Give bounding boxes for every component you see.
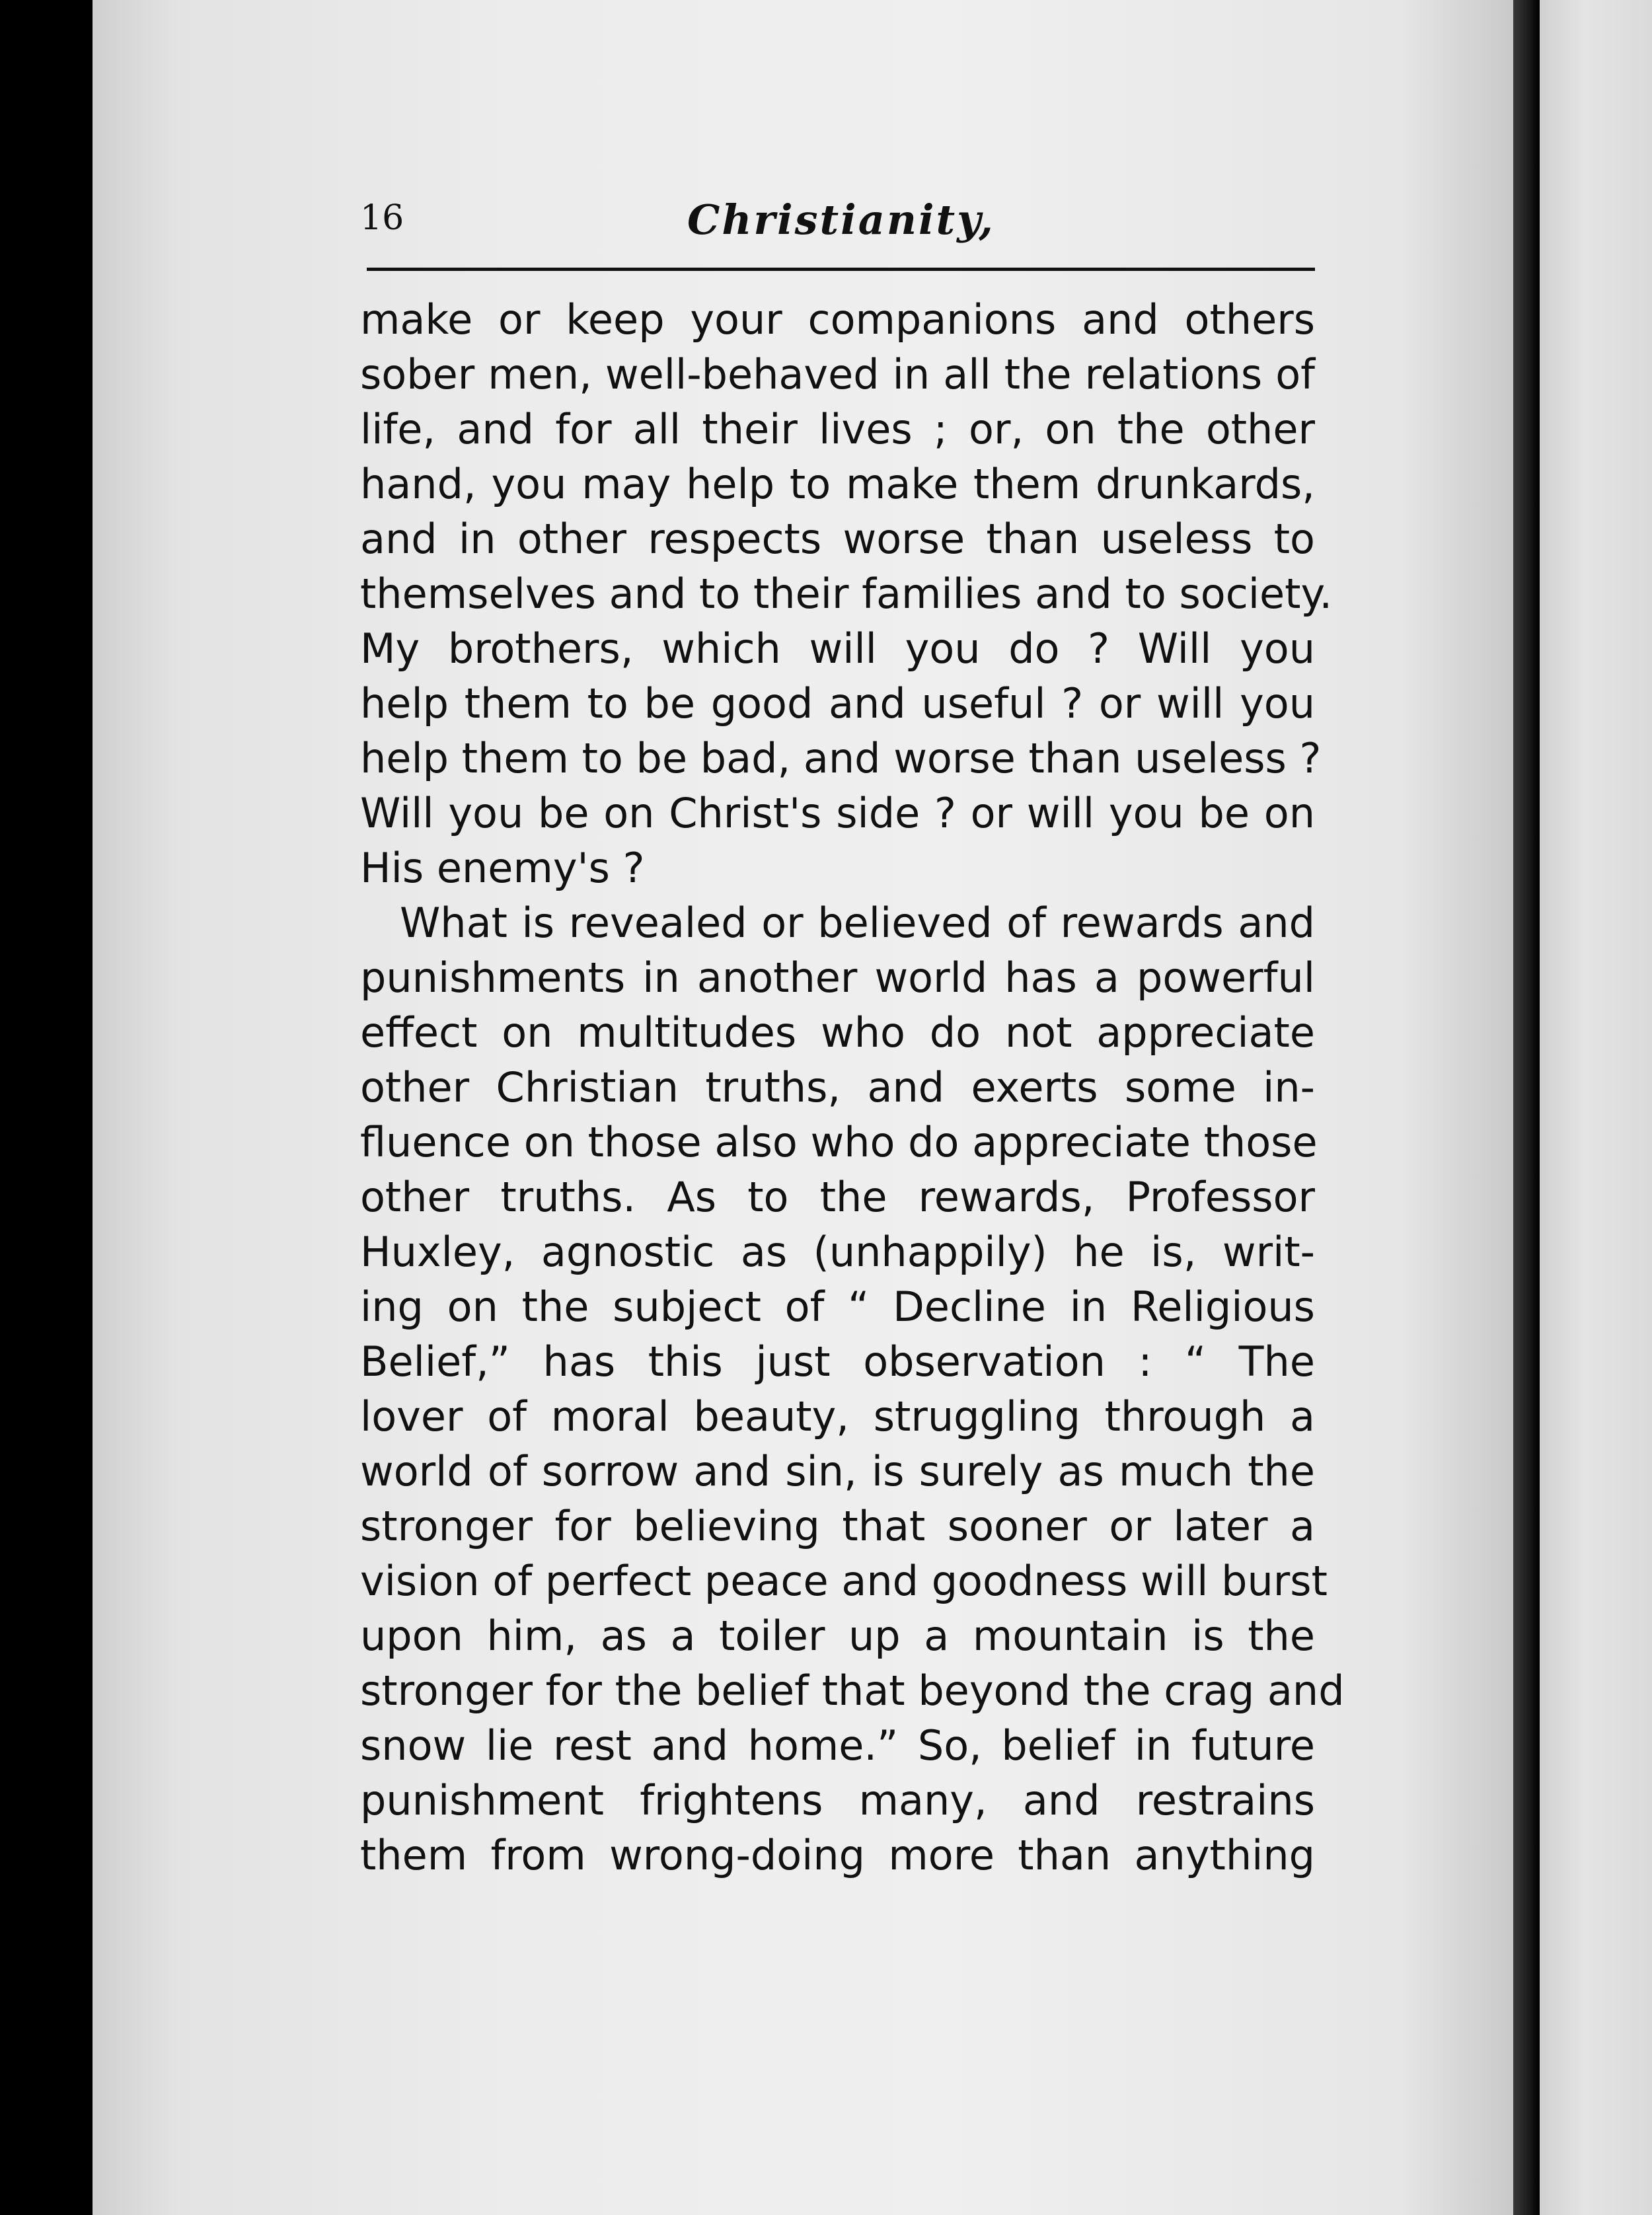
- text-line: ing on the subject of “ Decline in Religious: [360, 1283, 1315, 1331]
- text-line: world of sorrow and sin, is surely as much the: [360, 1447, 1315, 1495]
- text-line: snow lie rest and home.” So, belief in future: [360, 1721, 1315, 1770]
- text-line: make or keep your companions and others: [360, 295, 1315, 344]
- text-line: other truths. As to the rewards, Professor: [360, 1173, 1315, 1221]
- text-line: punishment frightens many, and restrains: [360, 1776, 1315, 1824]
- text-line: stronger for believing that sooner or later a: [360, 1502, 1315, 1550]
- text-line: help them to be bad, and worse than useless ?: [360, 734, 1322, 782]
- body-text: [360, 292, 1345, 1883]
- facing-page-edge: [1540, 0, 1652, 2215]
- text-line: What is revealed or believed of rewards and: [400, 899, 1315, 947]
- text-line: vision of perfect peace and goodness will burst: [360, 1557, 1328, 1605]
- paragraph-2: [360, 895, 1345, 1883]
- text-line: punishments in another world has a powerful: [360, 954, 1315, 1002]
- running-title: Christianity,: [687, 196, 995, 244]
- text-line: and in other respects worse than useless to: [360, 515, 1315, 563]
- text-line: His enemy's ?: [360, 844, 645, 892]
- page-header: [360, 198, 1318, 264]
- text-line: Belief,” has this just observation : “ The: [360, 1337, 1315, 1386]
- text-line: life, and for all their lives ; or, on the other: [360, 405, 1315, 453]
- text-line: Will you be on Christ's side ? or will you be on: [360, 789, 1315, 837]
- text-line: stronger for the belief that beyond the crag and: [360, 1667, 1345, 1715]
- text-line: fluence on those also who do appreciate those: [360, 1118, 1318, 1166]
- text-line: upon him, as a toiler up a mountain is the: [360, 1612, 1315, 1660]
- text-line: lover of moral beauty, struggling through a: [360, 1392, 1315, 1441]
- text-line: hand, you may help to make them drunkards,: [360, 460, 1315, 508]
- text-line: sober men, well-behaved in all the relations of: [360, 350, 1315, 398]
- page-gutter: [1513, 0, 1540, 2215]
- paragraph-1: [360, 292, 1333, 895]
- text-line: effect on multitudes who do not appreciate: [360, 1008, 1315, 1057]
- page-number: 16: [360, 198, 404, 238]
- text-line: help them to be good and useful ? or will you: [360, 679, 1315, 728]
- header-rule: [367, 268, 1315, 271]
- text-line: them from wrong-doing more than anything: [360, 1831, 1315, 1879]
- text-line: Huxley, agnostic as (unhappily) he is, writ-: [360, 1228, 1315, 1276]
- text-line: themselves and to their families and to society.: [360, 570, 1333, 618]
- text-line: My brothers, which will you do ? Will you: [360, 624, 1315, 673]
- text-line: other Christian truths, and exerts some in-: [360, 1063, 1315, 1111]
